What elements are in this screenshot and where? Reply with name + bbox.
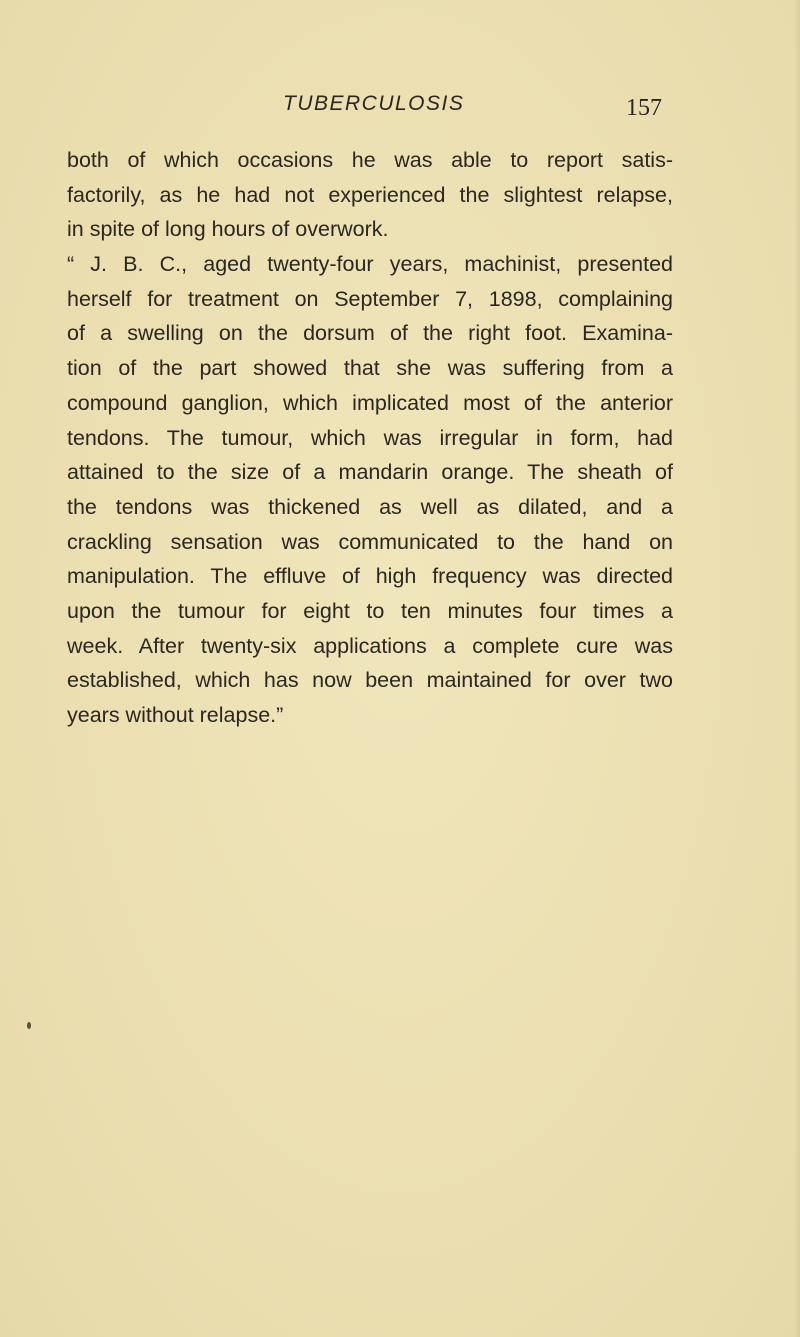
- text-line: of a swelling on the dorsum of the right foot. Examina-: [67, 321, 673, 346]
- page-number: 157: [626, 95, 662, 121]
- running-title: TUBERCULOSIS: [283, 92, 465, 115]
- text-line: crackling sensation was communicated to the hand on: [67, 529, 673, 554]
- text-line: both of which occasions he was able to report satis-: [67, 148, 673, 172]
- text-line: years without relapse.”: [67, 703, 284, 727]
- text-line: compound ganglion, which implicated most of the anterior: [67, 390, 673, 415]
- text-line: week. After twenty-six applications a complete cure was: [67, 633, 673, 658]
- text-line: “ J. B. C., aged twenty-four years, machinist, presented: [67, 252, 673, 277]
- text-line: herself for treatment on September 7, 1898, complaining: [67, 286, 673, 311]
- text-line: in spite of long hours of overwork.: [67, 217, 389, 242]
- text-line: tion of the part showed that she was suffering from a: [67, 356, 673, 381]
- text-line: upon the tumour for eight to ten minutes four times a: [67, 598, 673, 623]
- page-edge-shadow: [794, 0, 800, 1337]
- body-text: [67, 143, 673, 733]
- text-line: established, which has now been maintained for over two: [67, 668, 673, 693]
- text-line: the tendons was thickened as well as dilated, and a: [67, 494, 673, 519]
- running-head: [0, 88, 800, 121]
- text-line: tendons. The tumour, which was irregular in form, had: [67, 425, 673, 450]
- text-line: manipulation. The effluve of high frequency was directed: [67, 564, 673, 589]
- text-line: attained to the size of a mandarin orange. The sheath of: [67, 460, 673, 485]
- paper-speck: [27, 1022, 31, 1029]
- text-line: factorily, as he had not experienced the slightest relapse,: [67, 182, 673, 207]
